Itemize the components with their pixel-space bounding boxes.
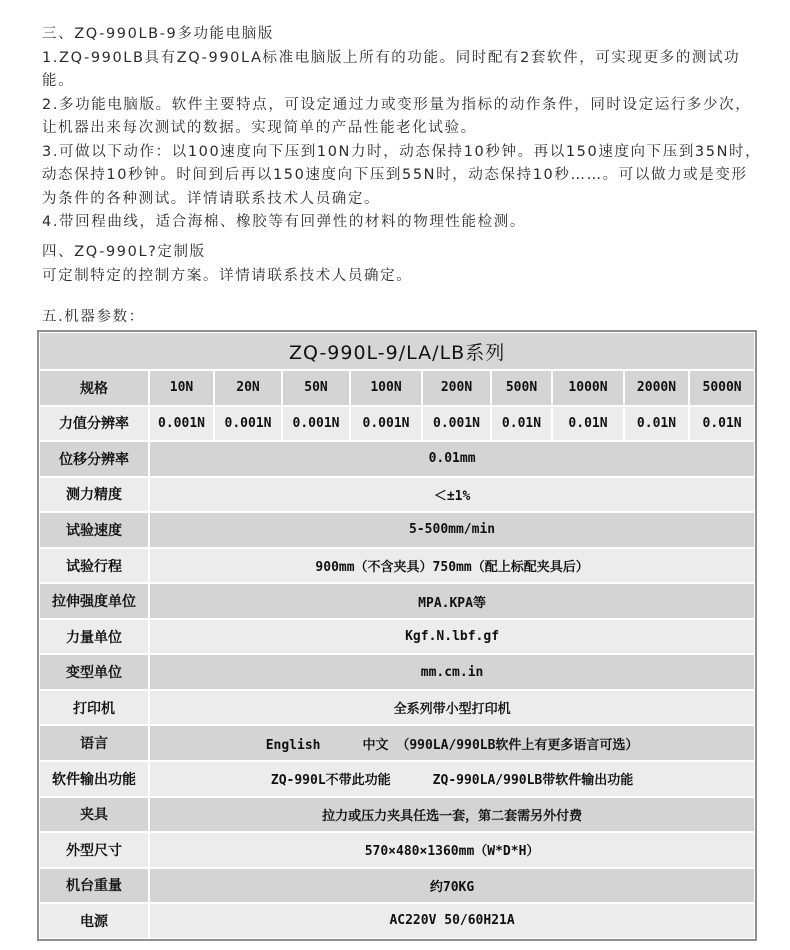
table-row <box>39 690 755 726</box>
row-label: 夹具 <box>39 797 149 833</box>
row-value <box>149 761 755 797</box>
software-advanced: ZQ-990LA/990LB带软件输出功能 <box>432 773 634 789</box>
row-value: AC220V 50/60H21A <box>149 903 755 939</box>
row-value: 0.01mm <box>149 441 755 477</box>
row-label: 位移分辨率 <box>39 441 149 477</box>
table-cell: 0.01N <box>689 406 755 442</box>
table-row <box>39 832 755 868</box>
row-value: 全系列带小型打印机 <box>149 690 755 726</box>
language-english: English <box>265 737 321 753</box>
feature-item: 2.多功能电脑版。软件主要特点，可设定通过力或变形量为指标的动作条件，同时设定运行多少次，让机器出来每次测试的数据。实现简单的产品性能老化试验。 <box>42 96 752 136</box>
section-heading: 四、ZQ-990L?定制版 <box>42 244 206 260</box>
row-label: 外型尺寸 <box>39 832 149 868</box>
spec-table <box>37 330 757 941</box>
table-cell: 1000N <box>552 370 624 406</box>
table-row-spec <box>39 370 755 406</box>
row-label: 电源 <box>39 903 149 939</box>
table-cell: 0.001N <box>350 406 422 442</box>
table-cell: 0.001N <box>422 406 491 442</box>
row-value: 拉力或压力夹具任选一套，第二套需另外付费 <box>149 797 755 833</box>
table-cell: 0.001N <box>149 406 214 442</box>
table-cell: 500N <box>491 370 552 406</box>
table-row <box>39 654 755 690</box>
table-cell: 100N <box>350 370 422 406</box>
table-cell: 0.001N <box>214 406 282 442</box>
table-row <box>39 441 755 477</box>
row-label: 试验速度 <box>39 512 149 548</box>
row-label: 变型单位 <box>39 654 149 690</box>
row-label: 力量单位 <box>39 619 149 655</box>
table-row <box>39 583 755 619</box>
table-cell: 0.01N <box>491 406 552 442</box>
row-label: 规格 <box>39 370 149 406</box>
feature-item: 4.带回程曲线，适合海棉、橡胶等有回弹性的材料的物理性能检测。 <box>42 214 526 230</box>
feature-item: 3.可做以下动作：以100速度向下压到10N力时，动态保持10秒钟。再以150速度向下压到35N时，动态保持10秒钟。时间到后再以150速度向下压到55N时，动态保持10秒……。可以做力或是变形为条件的各种测试。详情请联系技术人员确定。 <box>42 143 762 207</box>
table-row <box>39 477 755 513</box>
row-label: 测力精度 <box>39 477 149 513</box>
custom-text: 可定制特定的控制方案。详情请联系技术人员确定。 <box>42 267 413 284</box>
table-cell: 200N <box>422 370 491 406</box>
row-label: 试验行程 <box>39 548 149 584</box>
table-cell: 5000N <box>689 370 755 406</box>
table-row <box>39 619 755 655</box>
row-value: Kgf.N.lbf.gf <box>149 619 755 655</box>
language-chinese: 中文 （990LA/990LB软件上有更多语言可选） <box>362 737 639 753</box>
row-value <box>149 725 755 761</box>
section-multifunction <box>42 23 762 235</box>
table-cell: 0.001N <box>282 406 350 442</box>
table-cell: 50N <box>282 370 350 406</box>
row-value: 约70KG <box>149 868 755 904</box>
section-heading: 五.机器参数： <box>42 309 145 325</box>
table-cell: 2000N <box>624 370 689 406</box>
table-row-language <box>39 725 755 761</box>
row-label: 语言 <box>39 725 149 761</box>
row-label: 软件输出功能 <box>39 761 149 797</box>
row-label: 机台重量 <box>39 868 149 904</box>
row-value: 5-500mm/min <box>149 512 755 548</box>
row-label: 拉伸强度单位 <box>39 583 149 619</box>
row-value: MPA.KPA等 <box>149 583 755 619</box>
table-cell: 0.01N <box>552 406 624 442</box>
row-label: 打印机 <box>39 690 149 726</box>
row-value: 900mm（不含夹具）750mm（配上标配夹具后） <box>149 548 755 584</box>
table-row <box>39 797 755 833</box>
table-row-resolution <box>39 406 755 442</box>
row-label: 力值分辨率 <box>39 406 149 442</box>
section-custom <box>42 241 762 288</box>
table-cell: 0.01N <box>624 406 689 442</box>
table-cell: 20N <box>214 370 282 406</box>
row-value: mm.cm.in <box>149 654 755 690</box>
table-row <box>39 548 755 584</box>
feature-item: 1.ZQ-990LB具有ZQ-990LA标准电脑版上所有的功能。同时配有2套软件，可实现更多的测试功能。 <box>42 49 741 89</box>
table-row <box>39 868 755 904</box>
row-value: 570×480×1360mm（W*D*H） <box>149 832 755 868</box>
table-row <box>39 512 755 548</box>
section-params <box>42 306 762 330</box>
software-basic: ZQ-990L不带此功能 <box>270 773 391 789</box>
section-heading: 三、ZQ-990LB-9多功能电脑版 <box>42 26 274 42</box>
row-value: ＜±1% <box>149 477 755 513</box>
table-cell: 10N <box>149 370 214 406</box>
table-title: ZQ-990L-9/LA/LB系列 <box>39 332 755 370</box>
table-row <box>39 903 755 939</box>
table-row-software <box>39 761 755 797</box>
